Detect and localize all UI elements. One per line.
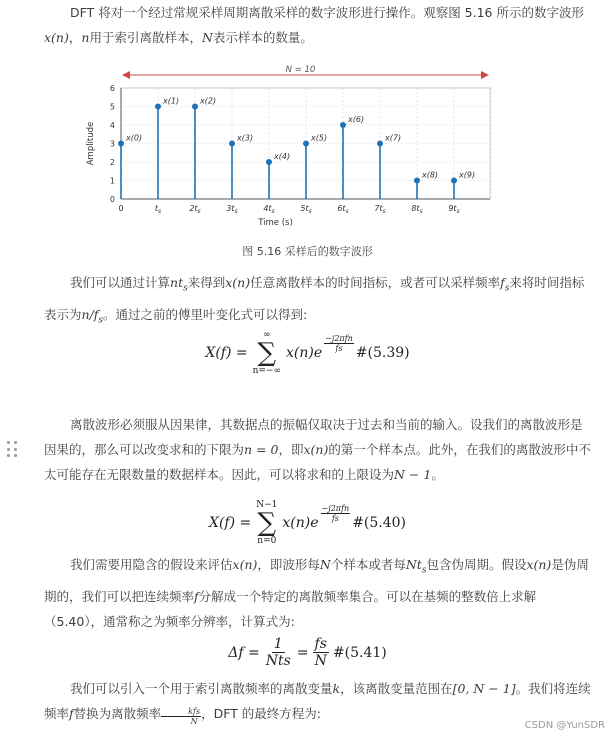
- stem-point: [229, 141, 235, 147]
- point-label: x(9): [459, 170, 476, 180]
- fraction: $\frac{fs}{N}$: [314, 636, 327, 669]
- x-tick-label: $3t_s$: [226, 204, 238, 215]
- point-label: x(1): [163, 96, 180, 106]
- equation-5-39: X(f) = ∞ ∑ n=−∞ x(n)e −j2πfn fs #(5.39): [205, 330, 410, 376]
- y-tick-label: 6: [109, 84, 115, 93]
- point-label: x(0): [126, 133, 143, 143]
- summation: N−1 ∑ n=0: [256, 500, 278, 546]
- math-n: n: [81, 30, 90, 45]
- x-tick-label: $4t_s$: [263, 204, 275, 215]
- figure-caption: 图 5.16 采样后的数字波形: [242, 245, 373, 258]
- x-tick-label: $6t_s$: [337, 204, 349, 215]
- equation-5-41: Δf = $\frac{1}{\text{Nts}}$ = $\frac{fs}{N}$ #(5.41): [228, 636, 387, 669]
- stem-point: [192, 104, 198, 110]
- stem-point: [414, 178, 420, 184]
- equation-tag: #(5.40): [352, 515, 407, 531]
- y-tick-label: 4: [109, 121, 115, 130]
- stem-point: [451, 178, 457, 184]
- point-label: x(6): [348, 115, 365, 124]
- exponent: −j2πfn fs: [325, 333, 353, 353]
- math-N: N: [201, 30, 213, 45]
- discrete-frequency-paragraph: 我们可以引入一个用于索引离散频率的离散变量k，该离散变量范围在[0, N − 1]。我们将连续频率f替换为离散频率 kfs N ，DFT 的最终方程为:: [44, 681, 591, 726]
- y-tick-label: 0: [109, 195, 115, 204]
- stem-point: [155, 104, 161, 110]
- point-label: x(8): [422, 170, 439, 180]
- x-tick-label: $t_s$: [154, 204, 162, 215]
- y-tick-label: 3: [109, 139, 115, 149]
- stem-point: [266, 159, 272, 165]
- x-axis-title: Time (s): [258, 218, 293, 228]
- point-label: x(7): [385, 133, 402, 143]
- stem-point: [118, 141, 124, 147]
- stem-point: [340, 122, 346, 128]
- x-tick-label: $7t_s$: [374, 204, 386, 215]
- watermark: CSDN @YunSDR: [524, 720, 605, 731]
- stem-point: [377, 141, 383, 147]
- span-label: N = 10: [285, 65, 316, 75]
- summation: ∞ ∑ n=−∞: [252, 330, 282, 376]
- math-xn: x(n): [44, 30, 69, 45]
- x-tick-label: $9t_s$: [448, 204, 460, 215]
- intro-paragraph: DFT 将对一个经过常规采样周期离散采样的数字波形进行操作。观察图 5.16 所示的数字波形x(n)，n用于索引离散样本，N表示样本的数量。: [44, 5, 584, 45]
- equation-5-40: X(f) = N−1 ∑ n=0 x(n)e −j2πfn fs #(5.40): [208, 500, 407, 546]
- point-label: x(2): [200, 96, 217, 106]
- y-tick-label: 2: [109, 158, 115, 167]
- y-axis-title: Amplitude: [86, 121, 96, 166]
- point-label: x(3): [237, 133, 254, 143]
- stem-point: [303, 141, 309, 147]
- y-tick-label: 5: [109, 102, 115, 112]
- x-tick-label: $2t_s$: [189, 204, 201, 215]
- x-tick-label: 0: [118, 204, 124, 213]
- point-label: x(5): [311, 133, 328, 143]
- stem-chart: [0, 64, 615, 234]
- equation-tag: #(5.39): [355, 345, 410, 361]
- x-tick-label: $5t_s$: [300, 204, 312, 215]
- equation-tag: #(5.41): [332, 644, 387, 661]
- exponent: −j2πfn fs: [321, 503, 350, 523]
- fraction: $\frac{1}{\text{Nts}}$: [265, 636, 291, 669]
- point-label: x(4): [274, 152, 291, 161]
- time-index-paragraph: 我们可以通过计算$nt_s$来得到x(n)任意离散样本的时间指标，或者可以采样频率$f_s$来将时间指标表示为$n/f_s$。通过之前的傅里叶变化式可以得到:: [44, 275, 585, 325]
- y-tick-label: 1: [109, 176, 115, 186]
- x-tick-label: $8t_s$: [411, 204, 423, 215]
- periodicity-paragraph: 我们需要用隐含的假设来评估x(n)，即波形每N个样本或者每$Nt_s$包含伪周期。假设x(n)是伪周期的，我们可以把连续频率f分解成一个特定的离散频率集合。可以在基频的整数倍上求解（5.40），通常称之为频率分辨率，计算式为:: [44, 557, 589, 629]
- drag-handle-icon[interactable]: [7, 441, 17, 459]
- causality-paragraph: 离散波形必须服从因果律，其数据点的振幅仅取决于过去和当前的输入。设我们的离散波形是因果的，那么可以改变求和的下限为n = 0，即x(n)的第一个样本点。此外，在我们的离散波形中不太可能存在无限数量的数据样本。因此，可以将求和的上限设为N − 1。: [44, 417, 591, 482]
